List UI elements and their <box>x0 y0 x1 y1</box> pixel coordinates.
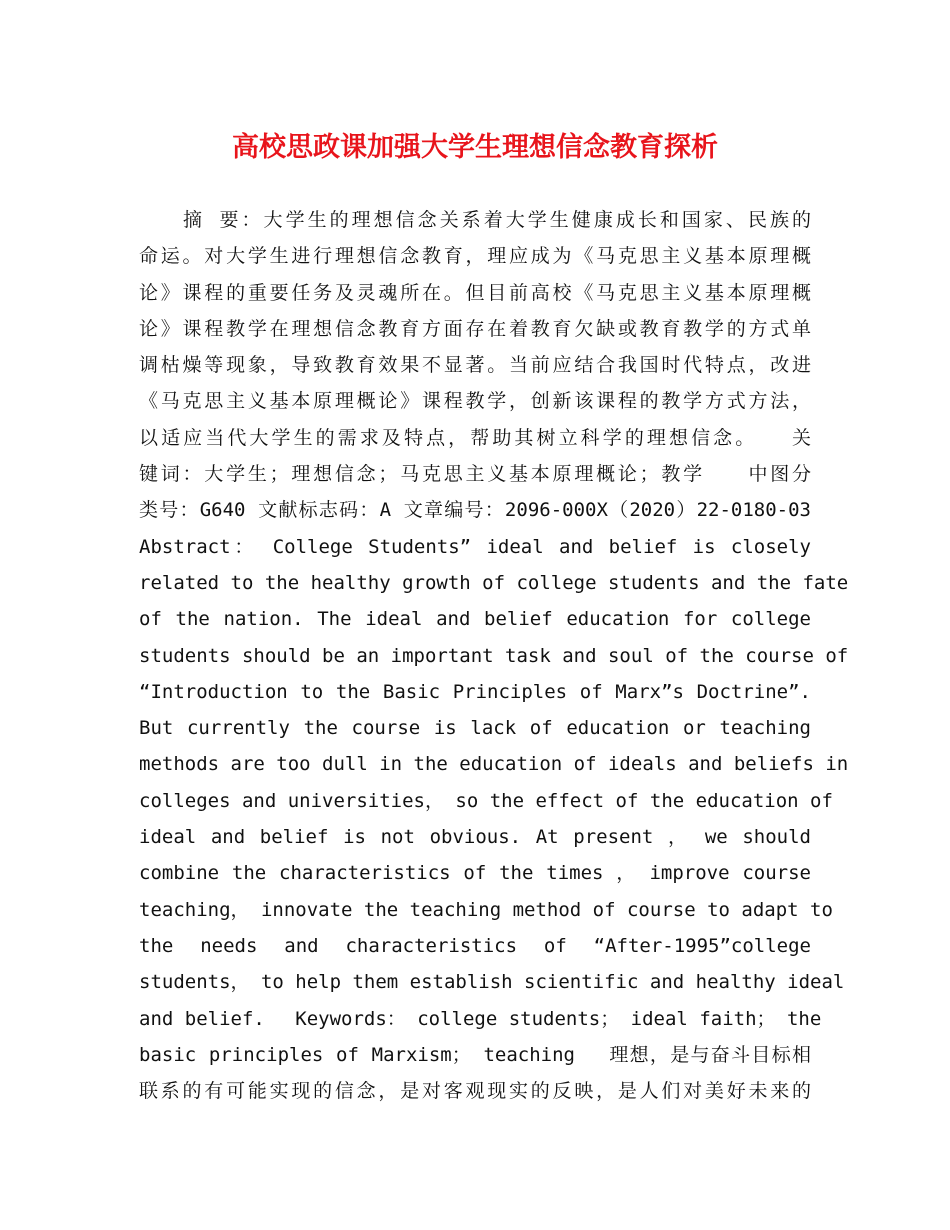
body-line: Abstract： College Students” ideal and belief is closely <box>139 535 811 558</box>
body-line: of the nation. The ideal and belief education for college <box>139 608 811 631</box>
body-line: 调枯燥等现象，导致教育效果不显著。当前应结合我国时代特点，改进 <box>139 354 811 377</box>
body-line: 命运。对大学生进行理想信念教育，理应成为《马克思主义基本原理概 <box>139 245 811 268</box>
body-line: teaching， innovate the teaching method of course to adapt to <box>139 898 833 921</box>
body-line: But currently the course is lack of education or teaching <box>139 717 811 740</box>
body-line: the needs and characteristics of “After-1995”college <box>139 934 811 957</box>
document-body <box>139 202 849 1109</box>
body-line: basic principles of Marxism； teaching 理想，是与奋斗目标相 <box>139 1043 811 1066</box>
body-line: students should be an important task and soul of the course of <box>139 644 849 667</box>
body-line: 类号：G640 文献标志码：A 文章编号：2096-000X（2020）22-0180-03 <box>139 499 811 522</box>
body-line: and belief. Keywords： college students； ideal faith； the <box>139 1007 822 1030</box>
body-line: 键词：大学生；理想信念；马克思主义基本原理概论；教学 中图分 <box>139 463 811 486</box>
body-line: 以适应当代大学生的需求及特点，帮助其树立科学的理想信念。 关 <box>139 426 811 449</box>
body-line: 《马克思主义基本原理概论》课程教学，创新该课程的教学方式方法， <box>139 390 811 413</box>
body-line: methods are too dull in the education of ideals and beliefs in <box>139 753 849 776</box>
body-line: 摘 要：大学生的理想信念关系着大学生健康成长和国家、民族的 <box>139 209 811 231</box>
body-line: 联系的有可能实现的信念，是对客观现实的反映，是人们对美好未来的 <box>139 1080 811 1103</box>
body-line: related to the healthy growth of college students and the fate <box>139 571 849 594</box>
body-line: ideal and belief is not obvious. At present ， we should <box>139 826 811 849</box>
body-line: students， to help them establish scientific and healthy ideal <box>139 971 845 994</box>
body-line: 论》课程教学在理想信念教育方面存在着教育欠缺或教育教学的方式单 <box>139 317 811 340</box>
body-line: 论》课程的重要任务及灵魂所在。但目前高校《马克思主义基本原理概 <box>139 281 811 304</box>
document-title: 高校思政课加强大学生理想信念教育探析 <box>232 132 718 163</box>
body-line: combine the characteristics of the times ， improve course <box>139 862 811 885</box>
body-line: colleges and universities， so the effect of the education of <box>139 789 833 812</box>
body-line: “Introduction to the Basic Principles of Marx”s Doctrine”. <box>139 680 811 703</box>
